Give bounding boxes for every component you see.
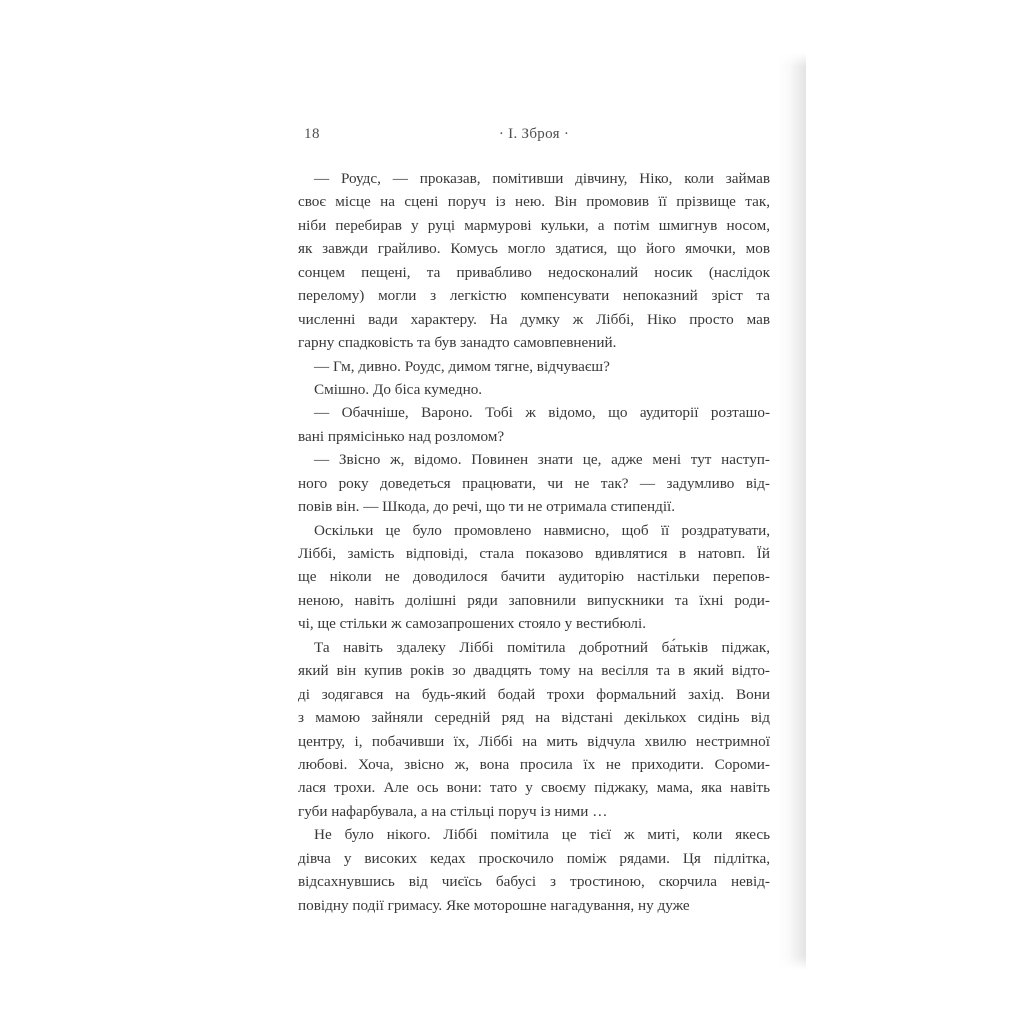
text-line: вані прямісінько над розломом? [298,427,505,445]
text-line: як завжди грайливо. Комусь могло здатися, що його ямочки, мов [298,240,770,258]
text-line: гарну спадковість та був занадто самовпевнений. [298,334,617,352]
text-line: який він купив років зо двадцять тому на весілля та в який відто- [298,662,770,680]
text-line: — Гм, дивно. Роудс, димом тягне, відчуваєш? [314,357,610,375]
chapter-running-header: · І. Зброя · [498,126,570,142]
page-edge-shadow [778,53,806,970]
text-line: відсахнувшись від чиєїсь бабусі з тростиною, скорчила невід- [298,873,770,891]
text-line: неною, навіть долішні ряди заповнили випускники та їхні роди- [298,591,770,609]
text-line: губи нафарбувала, а на стільці поруч із ними … [298,802,608,820]
text-line: повів він. — Шкода, до речі, що ти не отримала стипендії. [298,498,676,516]
text-line: лася трохи. Але ось вони: тато у своєму піджаку, мама, яка навіть [298,779,770,797]
text-line: перелому) могли з легкістю компенсувати непоказний зріст та [298,287,770,305]
text-line: повідну події гримасу. Яке моторошне нагадування, ну дуже [298,896,690,914]
text-line: ного року доведеться працювати, чи не так? — задумливо від- [298,474,770,492]
text-line: Смішно. До біса кумедно. [314,380,483,398]
text-line: ді зодягався на будь-який бодай трохи формальний захід. Вони [298,685,770,703]
text-line: сонцем пещені, та привабливо недосконалий носик (наслідок [298,263,770,281]
page-body [298,167,770,917]
text-line: дівча у високих кедах проскочило поміж рядами. Ця підлітка, [298,849,770,867]
text-line: — Звісно ж, відомо. Повинен знати це, адже мені тут наступ- [314,451,770,469]
text-line: — Обачніше, Вароно. Тобі ж відомо, що аудиторії розташо- [314,404,770,422]
text-line: з мамою зайняли середній ряд на відстані декількох сидінь від [298,709,770,727]
text-line: своє місце на сцені поруч із нею. Він промовив її прізвище так, [298,193,770,211]
text-line: Та навіть здалеку Ліббі помітила добротний ба́тьків піджак, [314,638,770,656]
text-line: центру, і, побачивши їх, Ліббі на мить відчула хвилю нестримної [298,732,770,750]
text-line: ніби перебирав у руці мармурові кульки, а потім шмигнув носом, [298,216,770,234]
text-line: любові. Хоча, звісно ж, вона просила їх не приходити. Сороми- [298,755,770,773]
text-line: Ліббі, замість відповіді, стала показово вдивлятися в натовп. Їй [298,545,770,562]
text-line: ще ніколи не доводилося бачити аудиторію настільки перепов- [298,568,770,586]
text-line: численні вади характеру. На думку ж Ліббі, Ніко просто мав [298,310,770,328]
text-line: Оскільки це було промовлено навмисно, щоб її роздратувати, [314,521,770,539]
running-head [298,124,770,144]
text-line: чі, ще стільки ж самозапрошених стояло у вестибюлі. [298,615,647,633]
text-line: — Роудс, — проказав, помітивши дівчину, Ніко, коли займав [314,170,770,187]
page-number: 18 [304,126,320,142]
text-line: Не було нікого. Ліббі помітила це тієї ж миті, коли якесь [314,826,770,844]
